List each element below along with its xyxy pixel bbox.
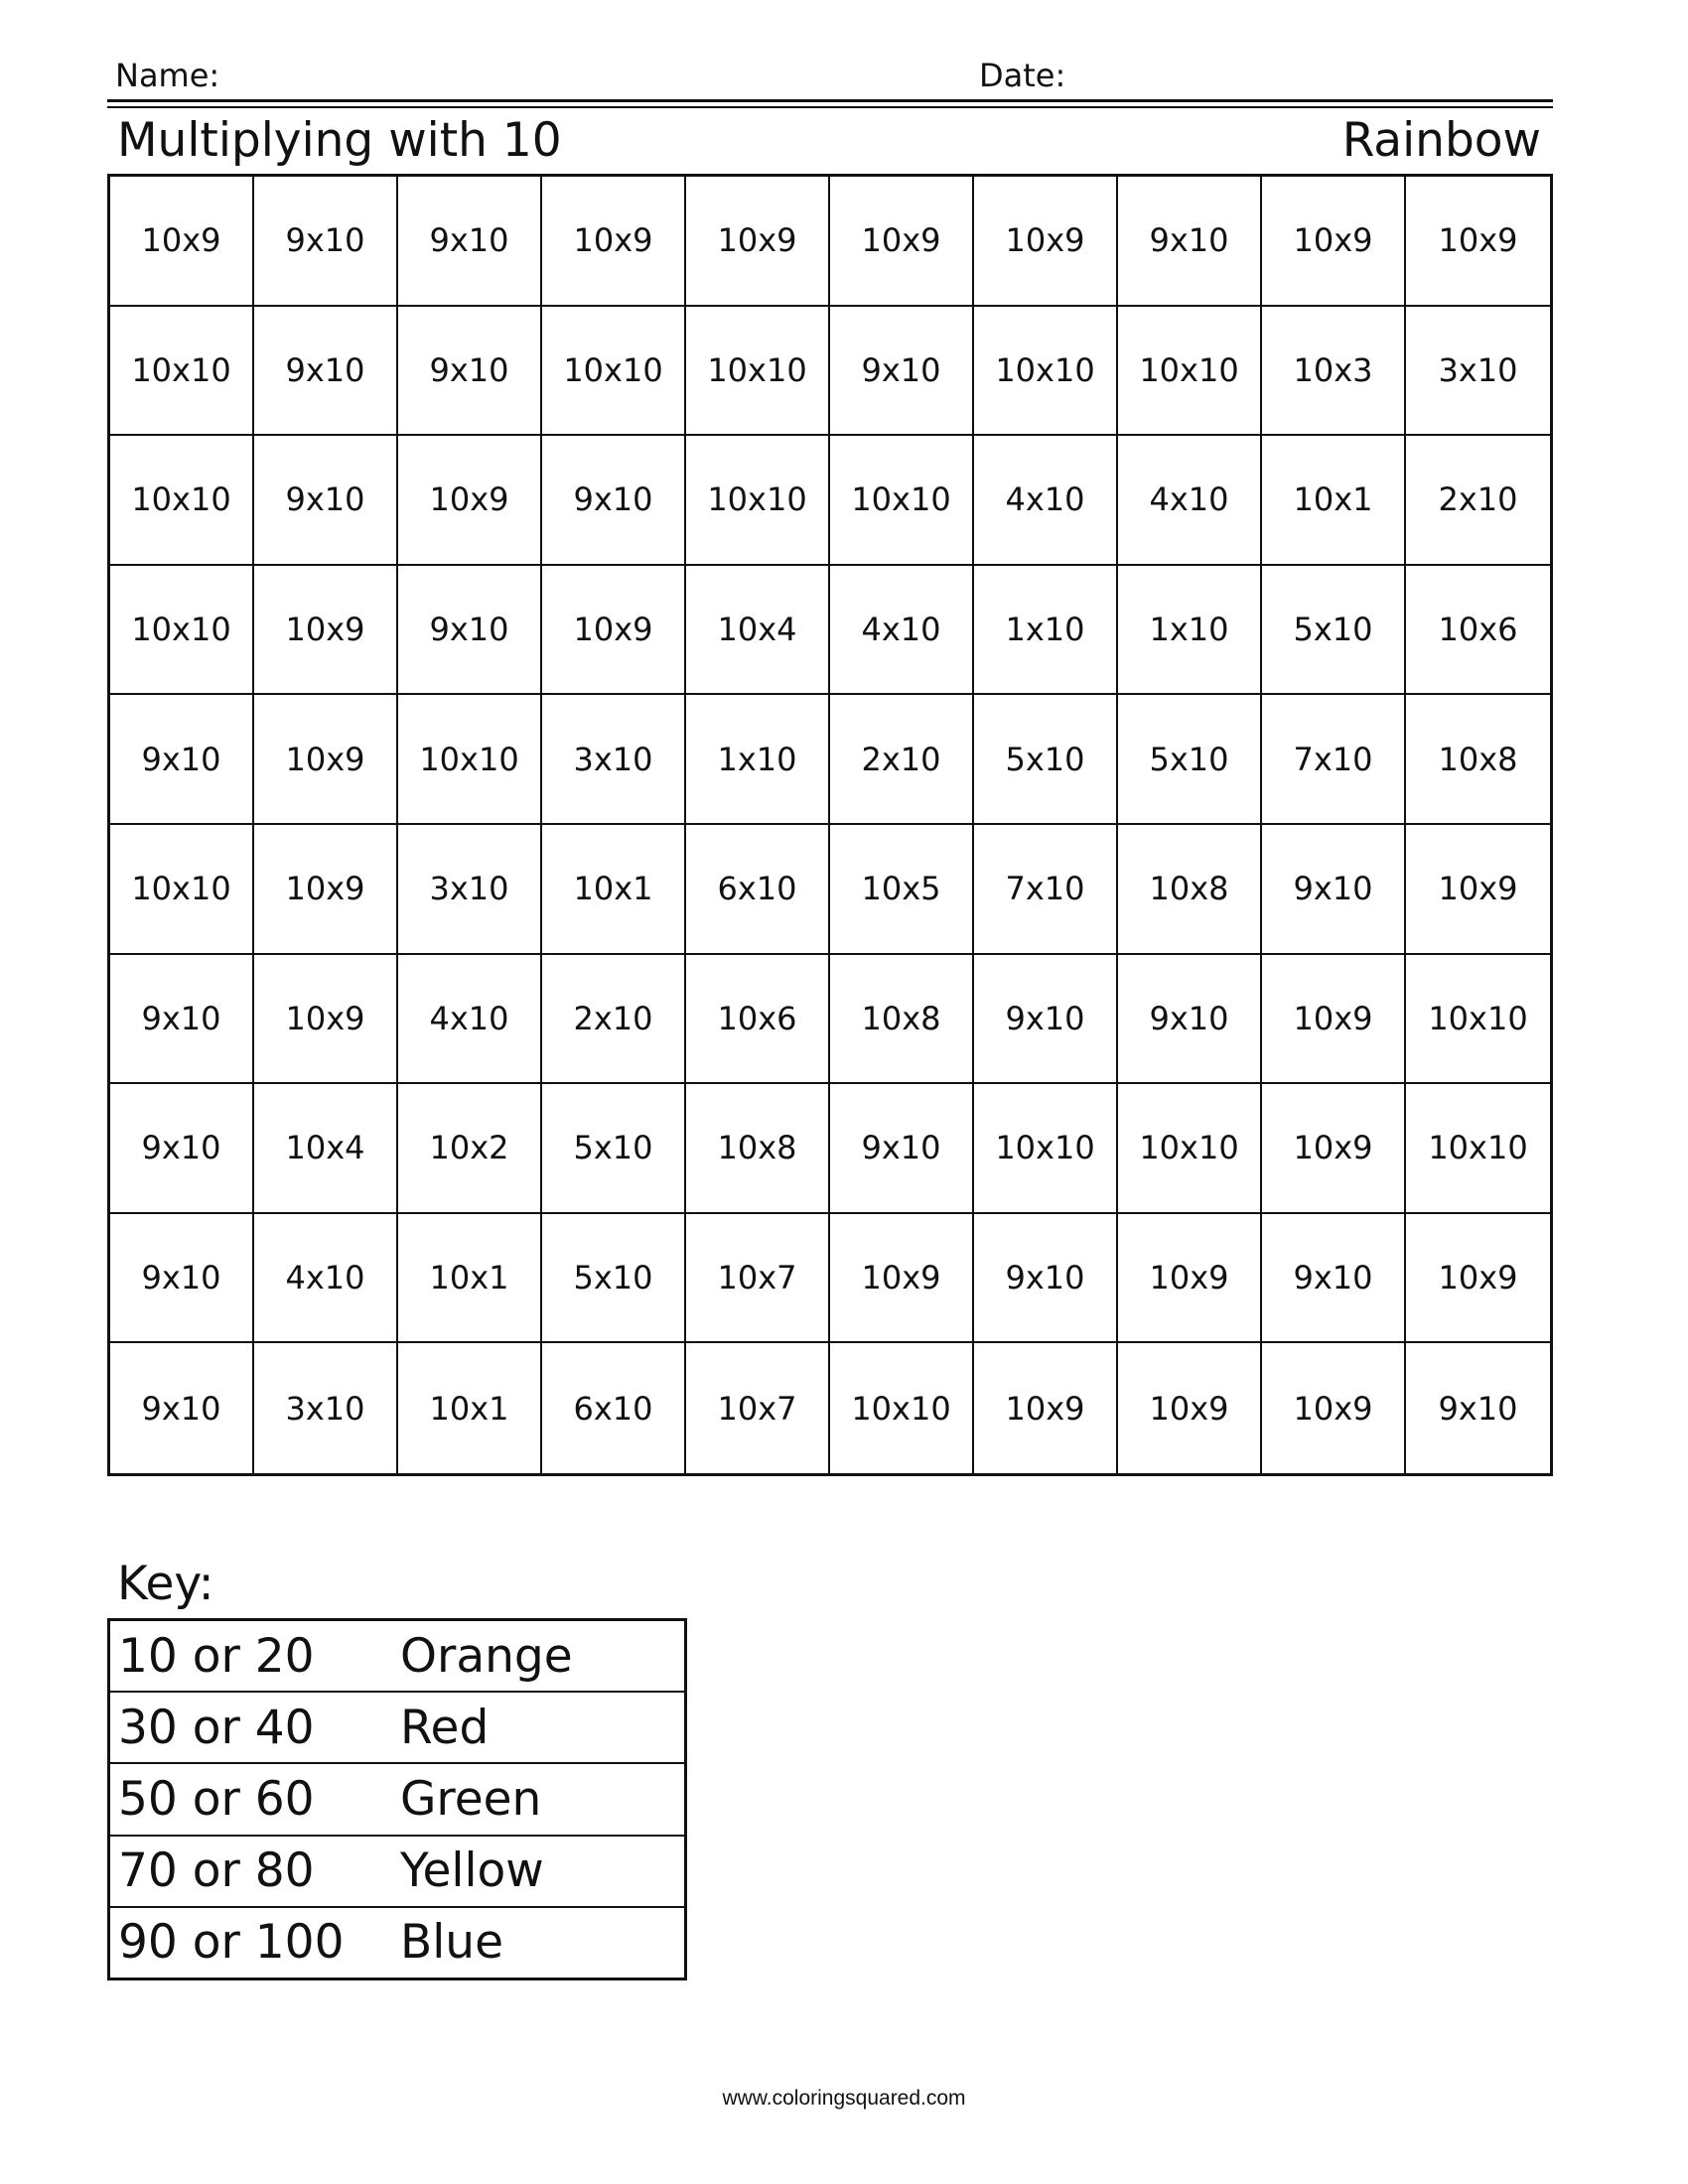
grid-cell: 9x10 — [542, 436, 686, 566]
key-color: Green — [400, 1772, 542, 1827]
grid-cell: 5x10 — [1262, 566, 1406, 696]
grid-cell: 2x10 — [1406, 436, 1550, 566]
grid-cell: 4x10 — [254, 1214, 398, 1344]
grid-cell: 10x10 — [398, 695, 542, 825]
grid-cell: 4x10 — [830, 566, 974, 696]
grid-cell: 7x10 — [974, 825, 1118, 955]
grid-cell: 10x9 — [1262, 1084, 1406, 1214]
key-label: Key: — [117, 1557, 214, 1611]
grid-cell: 10x10 — [542, 307, 686, 437]
grid-cell: 10x9 — [398, 436, 542, 566]
grid-cell: 3x10 — [1406, 307, 1550, 437]
grid-cell: 10x8 — [1406, 695, 1550, 825]
key-range: 90 or 100 — [118, 1915, 345, 1971]
grid-cell: 1x10 — [686, 695, 830, 825]
grid-cell: 10x1 — [542, 825, 686, 955]
grid-cell: 10x9 — [686, 177, 830, 307]
grid-cell: 9x10 — [398, 307, 542, 437]
grid-cell: 10x8 — [686, 1084, 830, 1214]
grid-cell: 10x9 — [254, 825, 398, 955]
grid-cell: 5x10 — [542, 1084, 686, 1214]
grid-cell: 10x9 — [254, 695, 398, 825]
grid-cell: 9x10 — [1118, 177, 1262, 307]
grid-cell: 10x10 — [110, 825, 254, 955]
grid-cell: 10x2 — [398, 1084, 542, 1214]
grid-cell: 9x10 — [1262, 825, 1406, 955]
grid-cell: 10x10 — [830, 436, 974, 566]
grid-cell: 10x9 — [1118, 1343, 1262, 1473]
grid-cell: 9x10 — [254, 436, 398, 566]
grid-cell: 10x10 — [686, 436, 830, 566]
grid-cell: 3x10 — [542, 695, 686, 825]
header-rule-thin — [107, 106, 1553, 108]
key-range: 10 or 20 — [118, 1628, 315, 1684]
grid-cell: 9x10 — [110, 955, 254, 1085]
grid-cell: 10x8 — [830, 955, 974, 1085]
grid-cell: 9x10 — [110, 695, 254, 825]
footer-website: www.coloringsquared.com — [722, 2087, 966, 2110]
key-color: Orange — [400, 1628, 573, 1684]
grid-cell: 1x10 — [974, 566, 1118, 696]
grid-cell: 10x10 — [110, 566, 254, 696]
grid-cell: 10x9 — [1118, 1214, 1262, 1344]
key-row — [110, 1764, 684, 1836]
grid-cell: 10x1 — [398, 1214, 542, 1344]
grid-cell: 10x3 — [1262, 307, 1406, 437]
grid-cell: 10x10 — [1118, 307, 1262, 437]
grid-cell: 5x10 — [1118, 695, 1262, 825]
key-range: 30 or 40 — [118, 1700, 315, 1755]
grid-cell: 3x10 — [398, 825, 542, 955]
grid-cell: 10x10 — [974, 307, 1118, 437]
grid-cell: 10x10 — [686, 307, 830, 437]
grid-cell: 10x9 — [1406, 177, 1550, 307]
grid-cell: 10x1 — [398, 1343, 542, 1473]
key-row — [110, 1837, 684, 1908]
grid-cell: 10x9 — [974, 177, 1118, 307]
grid-cell: 9x10 — [830, 307, 974, 437]
grid-cell: 10x8 — [1118, 825, 1262, 955]
grid-cell: 4x10 — [1118, 436, 1262, 566]
grid-cell: 10x9 — [830, 177, 974, 307]
grid-cell: 4x10 — [398, 955, 542, 1085]
date-label: Date: — [979, 57, 1066, 94]
worksheet-title: Multiplying with 10 — [117, 113, 562, 168]
key-color: Blue — [400, 1915, 504, 1971]
grid-cell: 10x6 — [686, 955, 830, 1085]
grid-cell: 10x10 — [1406, 1084, 1550, 1214]
key-range: 50 or 60 — [118, 1772, 315, 1827]
grid-cell: 10x9 — [110, 177, 254, 307]
grid-cell: 10x7 — [686, 1214, 830, 1344]
key-row — [110, 1693, 684, 1764]
grid-cell: 4x10 — [974, 436, 1118, 566]
grid-cell: 10x10 — [1118, 1084, 1262, 1214]
grid-cell: 2x10 — [542, 955, 686, 1085]
grid-cell: 10x9 — [1406, 1214, 1550, 1344]
key-range: 70 or 80 — [118, 1843, 315, 1899]
color-key-table — [107, 1618, 687, 1980]
grid-cell: 9x10 — [974, 1214, 1118, 1344]
grid-cell: 10x9 — [542, 566, 686, 696]
grid-cell: 9x10 — [830, 1084, 974, 1214]
grid-cell: 10x7 — [686, 1343, 830, 1473]
grid-cell: 9x10 — [1118, 955, 1262, 1085]
grid-cell: 10x6 — [1406, 566, 1550, 696]
grid-cell: 7x10 — [1262, 695, 1406, 825]
key-row — [110, 1621, 684, 1693]
grid-cell: 9x10 — [110, 1343, 254, 1473]
name-label: Name: — [115, 57, 220, 94]
grid-cell: 6x10 — [542, 1343, 686, 1473]
grid-cell: 10x9 — [254, 566, 398, 696]
grid-cell: 9x10 — [110, 1214, 254, 1344]
grid-cell: 9x10 — [398, 566, 542, 696]
problem-grid — [107, 174, 1553, 1476]
grid-cell: 10x4 — [686, 566, 830, 696]
grid-cell: 10x9 — [1262, 1343, 1406, 1473]
grid-cell: 10x4 — [254, 1084, 398, 1214]
grid-cell: 10x9 — [974, 1343, 1118, 1473]
grid-cell: 9x10 — [1438, 1389, 1518, 1428]
grid-cell: 9x10 — [1262, 1214, 1406, 1344]
grid-cell: 5x10 — [542, 1214, 686, 1344]
grid-cell: 6x10 — [686, 825, 830, 955]
grid-cell: 10x9 — [1262, 177, 1406, 307]
grid-cell: 10x9 — [542, 177, 686, 307]
worksheet-theme: Rainbow — [1341, 113, 1541, 168]
grid-cell: 10x10 — [1406, 955, 1550, 1085]
header-rule — [107, 99, 1553, 102]
grid-cell: 5x10 — [974, 695, 1118, 825]
grid-cell: 9x10 — [254, 177, 398, 307]
grid-cell: 10x1 — [1262, 436, 1406, 566]
grid-cell: 9x10 — [398, 177, 542, 307]
grid-cell: 1x10 — [1118, 566, 1262, 696]
grid-cell: 10x5 — [830, 825, 974, 955]
grid-cell: 10x9 — [830, 1214, 974, 1344]
grid-cell: 9x10 — [254, 307, 398, 437]
key-color: Yellow — [400, 1843, 544, 1899]
key-row — [110, 1908, 684, 1978]
grid-cell: 2x10 — [830, 695, 974, 825]
grid-cell: 9x10 — [110, 1084, 254, 1214]
grid-cell: 10x10 — [974, 1084, 1118, 1214]
grid-cell: 10x10 — [830, 1343, 974, 1473]
grid-cell: 10x10 — [110, 436, 254, 566]
key-color: Red — [400, 1700, 490, 1755]
grid-cell: 10x9 — [1262, 955, 1406, 1085]
grid-cell: 10x9 — [254, 955, 398, 1085]
grid-cell: 10x9 — [1406, 825, 1550, 955]
grid-cell: 10x10 — [110, 307, 254, 437]
grid-cell: 9x10 — [974, 955, 1118, 1085]
grid-cell: 3x10 — [254, 1343, 398, 1473]
